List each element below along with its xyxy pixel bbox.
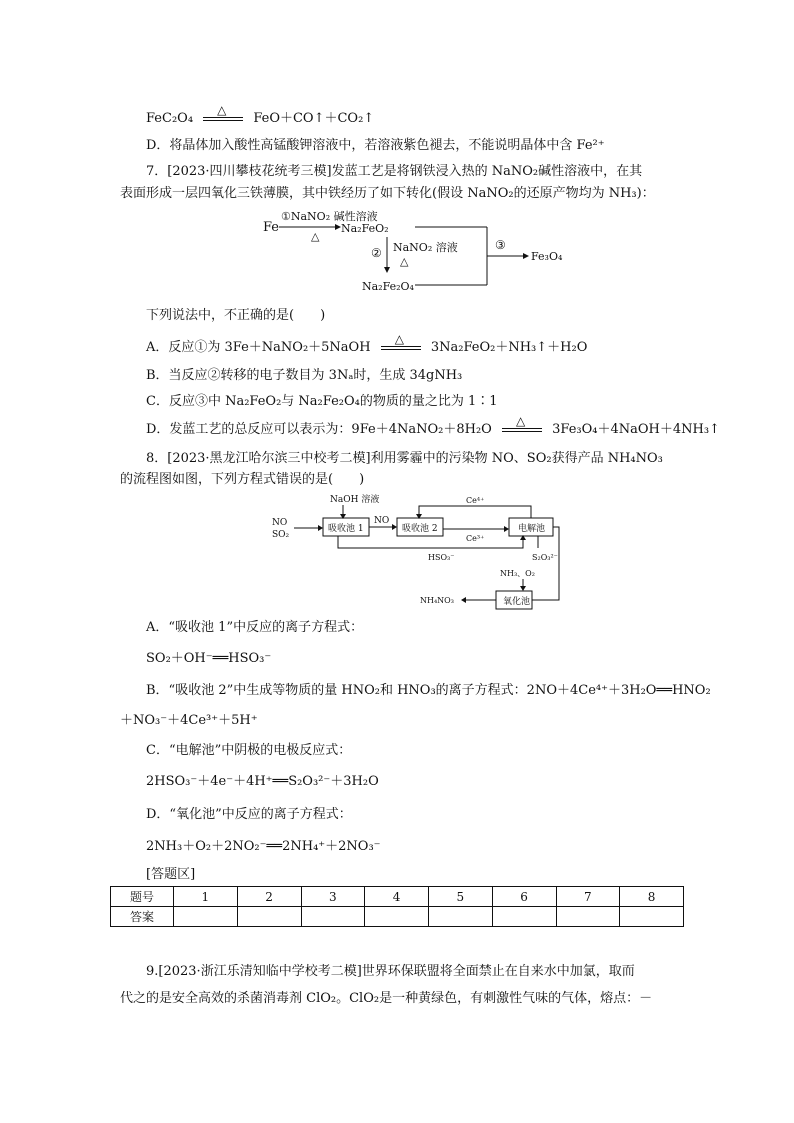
q8-option-a: A．“吸收池 1”中反应的离子方程式： [146, 620, 364, 635]
q8-option-d: D．“氧化池”中反应的离子方程式： [146, 807, 352, 822]
answer-cell[interactable] [556, 907, 620, 927]
question-9-line1: 9.[2023·浙江乐清知临中学校考二模]世界环保联盟将全面禁止在自来水中加氯，取而 [146, 964, 635, 979]
s2o3-label: S₂O₃²⁻ [532, 553, 558, 562]
q7-option-a: A．反应①为 3Fe＋NaNO₂＋5NaOH △ 3Na₂FeO₂＋NH₃↑＋H₂O [146, 331, 588, 355]
question-9-line2: 代之的是安全高效的杀菌消毒剂 ClO₂。ClO₂是一种黄绿色，有刺激性气味的气体，熔点：－ [120, 991, 653, 1006]
table-cell: 答案 [111, 907, 174, 927]
table-cell: 6 [492, 887, 556, 907]
step2-heat: △ [400, 255, 409, 268]
heat-equals-sign: △ [502, 428, 542, 432]
ce4-label: Ce⁴⁺ [466, 496, 485, 505]
step2-label: ② [371, 246, 382, 260]
table-cell: 5 [429, 887, 493, 907]
question-7-line2: 表面形成一层四氧化三铁薄膜，其中铁经历了如下转化(假设 NaNO₂的还原产物均为 NH₃)： [120, 186, 655, 201]
table-cell: 3 [301, 887, 365, 907]
table-cell: 8 [620, 887, 684, 907]
table-row [111, 887, 684, 907]
q8-option-c: C．“电解池”中阴极的电极反应式： [146, 743, 352, 758]
ce3-label: Ce³⁺ [466, 534, 485, 543]
answer-cell[interactable] [174, 907, 238, 927]
question-8-line2: 的流程图如图，下列方程式错误的是( ) [120, 472, 365, 487]
pool2-label: 吸收池 2 [402, 524, 438, 534]
q7-option-d: D．发蓝工艺的总反应可以表示为：9Fe＋4NaNO₂＋8H₂O △ 3Fe₃O₄＋4NaOH＋4NH₃↑ [146, 413, 720, 437]
q8-option-d-eq: 2NH₃＋O₂＋2NO₂⁻══2NH₄⁺＋2NO₃⁻ [146, 839, 381, 854]
question-7-prompt: 下列说法中，不正确的是( ) [146, 308, 326, 323]
no-input: NO [272, 518, 288, 528]
hso3-label: HSO₃⁻ [428, 553, 455, 562]
so2-input: SO₂ [272, 530, 290, 540]
product-na2fe2o4: Na₂Fe₂O₄ [362, 280, 414, 293]
electrolysis-label: 电解池 [518, 524, 546, 534]
q8-option-b-cont: ＋NO₃⁻＋4Ce³⁺＋5H⁺ [120, 713, 258, 728]
step3-label: ③ [495, 238, 506, 252]
step2-reagent: NaNO₂ 溶液 [393, 241, 458, 254]
flowchart-diagram [268, 492, 568, 610]
question-7-line1: 7．[2023·四川攀枝花统考三模]发蓝工艺是将钢铁浸入热的 NaNO₂碱性溶液中，在其 [146, 164, 643, 179]
products: FeO＋CO↑＋CO₂↑ [253, 111, 375, 126]
table-cell: 1 [174, 887, 238, 907]
q8-option-c-eq: 2HSO₃⁻＋4e⁻＋4H⁺══S₂O₃²⁻＋3H₂O [146, 774, 379, 789]
oxidation-label: 氧化池 [503, 597, 531, 607]
option-d: D．将晶体加入酸性高锰酸钾溶液中，若溶液紫色褪去，不能说明晶体中含 Fe²⁺ [146, 138, 605, 153]
answer-table [110, 886, 684, 927]
table-cell: 4 [365, 887, 429, 907]
equation-line [146, 102, 375, 128]
q7-option-b: B．当反应②转移的电子数目为 3Nₐ时，生成 34gNH₃ [146, 368, 463, 383]
fe-label: Fe [263, 220, 280, 235]
question-8-line1: 8．[2023·黑龙江哈尔滨三中校考二模]利用雾霾中的污染物 NO、SO₂获得产品 NH₄NO₃ [146, 451, 663, 466]
q8-option-a-eq: SO₂＋OH⁻══HSO₃⁻ [146, 651, 272, 666]
answer-cell[interactable] [620, 907, 684, 927]
no-flow-label: NO [374, 516, 390, 526]
answer-cell[interactable] [429, 907, 493, 927]
product-fe3o4: Fe₃O₄ [531, 250, 563, 263]
answer-cell[interactable] [365, 907, 429, 927]
naoh-label: NaOH 溶液 [330, 495, 380, 505]
q7-option-c: C．反应③中 Na₂FeO₂与 Na₂Fe₂O₄的物质的量之比为 1∶1 [146, 394, 498, 409]
pool1-label: 吸收池 1 [328, 524, 364, 534]
table-cell: 7 [556, 887, 620, 907]
step1-heat: △ [311, 230, 320, 243]
iron-transformation-diagram [255, 205, 575, 297]
answer-area-title: [答题区] [146, 867, 196, 882]
table-cell: 题号 [111, 887, 174, 907]
nh4no3-output: NH₄NO₃ [420, 596, 454, 605]
q8-option-b: B．“吸收池 2”中生成等物质的量 HNO₂和 HNO₃的离子方程式：2NO＋4Ce⁴⁺＋3H₂O══HNO₂ [146, 683, 711, 698]
heat-equals-sign: △ [203, 117, 243, 121]
table-row [111, 907, 684, 927]
answer-cell[interactable] [492, 907, 556, 927]
answer-cell[interactable] [301, 907, 365, 927]
product-na2feo2: Na₂FeO₂ [341, 222, 389, 235]
heat-equals-sign: △ [381, 346, 421, 350]
step1-label: ①NaNO₂ 碱性溶液 [281, 210, 378, 223]
nh3-o2-label: NH₃、O₂ [500, 569, 535, 578]
answer-cell[interactable] [237, 907, 301, 927]
table-cell: 2 [237, 887, 301, 907]
reactant: FeC₂O₄ [146, 111, 194, 126]
